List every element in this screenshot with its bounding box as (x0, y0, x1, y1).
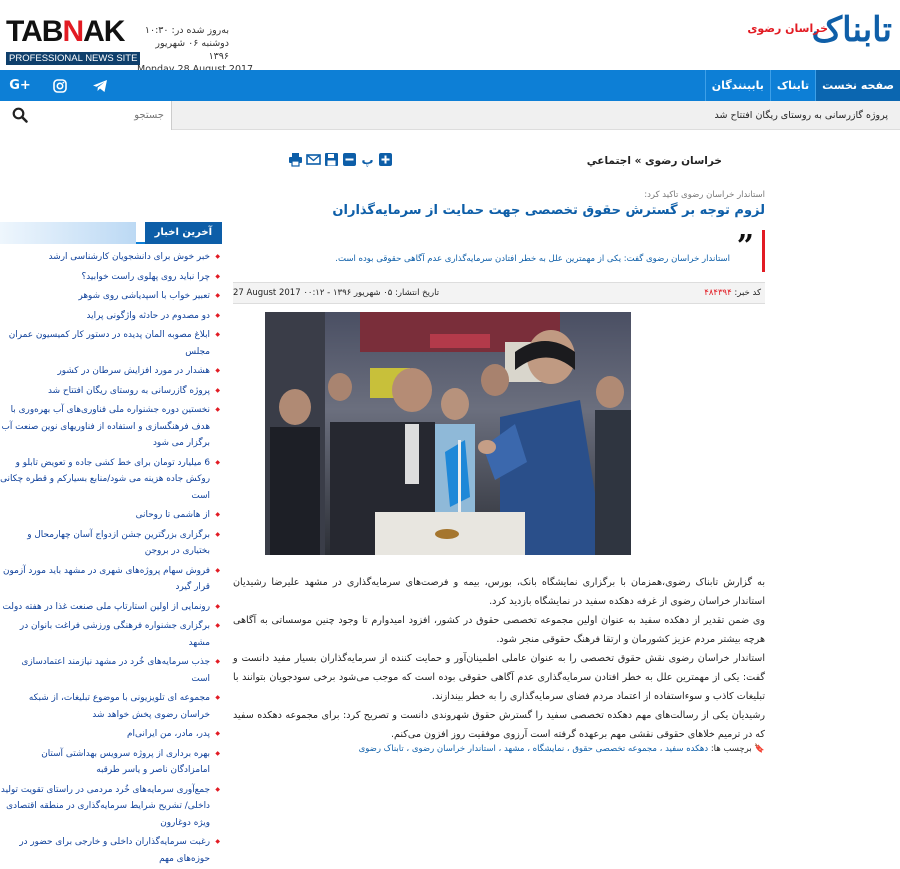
search-input[interactable] (40, 105, 164, 125)
tags-list[interactable]: دهکده سفید ، مجموعه تخصصی حقوق ، نمایشگاه ، مشهد ، استاندار خراسان رضوی ، تابناک رضوی (358, 744, 709, 754)
brand-region: خراسان رضوی (747, 22, 828, 35)
news-item[interactable]: ◆ هشدار در مورد افزایش سرطان در کشور (0, 362, 222, 381)
tags-label: برچسب ها: (710, 744, 752, 754)
article-tags (233, 744, 765, 754)
news-item[interactable]: ◆ تعبیر خواب با اسپدیاشی روی شوهر (0, 287, 222, 306)
article-paragraph: وی ضمن تقدیر از دهکده سفید به عنوان اولین مجموعه تخصصی حقوق در کشور، افزود امیدوارم تا وجود چنین موسساتی به آگاهی هرچه بیشتر مردم عزیز کشورمان و ارتقا فرهنگ حقوقی منجر شود. (233, 615, 765, 645)
instagram-icon[interactable] (40, 79, 80, 93)
nav-item-readers[interactable]: باببنندگان (705, 70, 770, 101)
email-icon[interactable] (306, 152, 321, 167)
nav-item-home[interactable]: صفحه نخست (815, 70, 900, 101)
news-item[interactable]: ◆ خبر خوش برای دانشجویان کارشناسی ارشد (0, 248, 222, 267)
save-icon[interactable] (324, 152, 339, 167)
tag-icon: 🔖 (754, 744, 765, 754)
print-icon[interactable] (288, 152, 303, 167)
updated-label: بەروز شده در: ۱۰:۳۰ (144, 25, 229, 36)
article-paragraph: رشیدیان یکی از رسالت‌های مهم دهکده تخصصی سفید را گسترش حقوق شهروندی دانست و تصریح کرد: برای مجموعه دهکده سفید که در ترمیم خلاهای حقوقی نقشی مهم برعهده گرفته است آرزوی موفقیت روز افزون می‌کنم. (233, 710, 765, 740)
news-code-value: ۴۸۴۳۹۴ (704, 288, 732, 298)
sidebar-header (0, 220, 222, 244)
quote-icon: ” (736, 229, 754, 264)
news-item[interactable]: ◆ دو مصدوم در حادثه واژگونی پراید (0, 307, 222, 326)
article-tools (288, 152, 393, 167)
brand-logo[interactable] (747, 10, 892, 50)
plus-icon[interactable] (378, 152, 393, 167)
article-meta (233, 282, 765, 304)
main-nav (0, 70, 900, 101)
news-item[interactable]: ◆ ابلاغ مصوبه المان پدیده در دستور کار کمیسیون عمران مجلس (0, 326, 222, 361)
date-block (137, 24, 229, 76)
search-icon[interactable] (12, 107, 28, 123)
article (233, 190, 765, 754)
news-item[interactable]: ◆ پدر، مادر، من ایرانی‌ام (0, 725, 222, 744)
news-item[interactable]: ◆ پروژه گازرسانی به روستای ریگان افتتاح شد (0, 382, 222, 401)
news-item[interactable]: ◆ برگزاری جشنواره فرهنگی ورزشی فراغت بانوان در مشهد (0, 617, 222, 652)
news-item[interactable]: ◆ فروش سهام پروژه‌های شهری در مشهد باید مورد آزمون قرار گیرد (0, 562, 222, 597)
publish-date-label: تاریخ انتشار: (395, 288, 440, 298)
news-list (0, 248, 222, 868)
news-item[interactable]: ◆ رغبت سرمایه‌گذاران داخلی و خارجی برای حضور در حوزه‌های مهم (0, 833, 222, 868)
article-paragraph: به گزارش تابناک رضوی،همزمان با برگزاری نمایشگاه بانک، بورس، بیمه و فرصت‌های سرمایه‌گذاری در مشهد علیرضا رشیدیان استاندار خراسان رضوی از غرفه دهکده سفید در نمایشگاه بازدید کرد. (233, 577, 765, 607)
news-item[interactable]: ◆ جمع‌آوری سرمایه‌های خُرد مردمی در راستای تقویت تولید داخلی/ تشریح شرایط سرمایه‌گذاری در منطقه اقتصادی ویژه دوغارون (0, 781, 222, 833)
article-pretitle: استاندار خراسان رضوی تاکید کرد: (644, 190, 765, 200)
g-plus-icon[interactable]: G+ (9, 78, 31, 93)
news-code (704, 283, 761, 303)
breadcrumb[interactable]: خراسان رضوی » اجتماعي (586, 155, 722, 167)
nav-item-tabnak[interactable]: تابناک (770, 70, 815, 101)
minus-icon[interactable] (342, 152, 357, 167)
news-ticker[interactable]: پروژه گازرسانی به روستای ریگان افتتاح شد (714, 110, 888, 121)
news-item[interactable]: ◆ نخستین دوره جشنواره ملی فناوری‌های آب بهره‌وری با هدف فرهنگسازی و استفاده از فناوریهای نوین صنعت آب برگزار می شود (0, 401, 222, 453)
article-paragraph: استاندار خراسان رضوی نقش حقوق تخصصی را به عنوان عاملی اطمینان‌آور و حمایت کننده از سرمایه‌گذاران بسیار مفید دانست و گفت: یکی از مهمترین علل به خطر افتادن سرمایه‌گذاری عدم آگاهی حقوقی بوده است که موجب می‌شود برخی سودجویان بتوانند با تبلیغات کاذب و سوءاستفاده از اعتماد مردم فضای سرمایه‌گذاری را به خطر بیندازند. (233, 653, 765, 702)
telegram-icon[interactable] (80, 79, 120, 93)
news-item[interactable]: ◆ جذب سرمایه‌های خُرد در مشهد نیازمند اعتمادسازی است (0, 653, 222, 688)
font-size-label: پ (361, 152, 374, 167)
search-box (0, 101, 172, 130)
persian-date: دوشنبه ۰۶ شهریور ۱۳۹۶ (155, 38, 229, 62)
news-item[interactable]: ◆ چرا نباید روی پهلوی راست خوابید؟ (0, 268, 222, 287)
publish-date-value: ۰۵ شهریور ۱۳۹۶ - ۰۰:۱۲ (303, 288, 393, 298)
news-item[interactable]: ◆ مجموعه ای تلویزیونی با موضوع تبلیغات، از شبکه خراسان رضوی پخش خواهد شد (0, 689, 222, 724)
sidebar-title: آخرین اخبار (145, 222, 222, 244)
social-links (0, 70, 120, 101)
news-item[interactable]: ◆ بهره برداری از پروژه سرویس بهداشتی آستان امامزادگان ناصر و یاسر طرقبه (0, 745, 222, 780)
brand-name: تابناک (811, 10, 892, 50)
search-bar (0, 101, 900, 130)
tabnak-logo[interactable]: TABNAK PROFESSIONAL NEWS SITE (6, 18, 140, 65)
article-body (233, 573, 765, 744)
tabnak-tagline: PROFESSIONAL NEWS SITE (6, 52, 140, 65)
publish-date-en: 27 August 2017 (233, 288, 301, 298)
article-lead (233, 230, 765, 272)
news-item[interactable]: ◆ 6 میلیارد تومان برای خط کشی جاده و تعویض تابلو و روکش جاده هزینه می شود/منابع بسیارکم و قطره چکانی است (0, 454, 222, 506)
news-item[interactable]: ◆ از هاشمی تا روحانی (0, 506, 222, 525)
news-item[interactable]: ◆ برگزاری بزرگترین جشن ازدواج آسان چهارمحال و بختیاری در بروجن (0, 526, 222, 561)
news-item[interactable]: ◆ رونمایی از اولین استارتاپ ملی صنعت غذا در هفته دولت (0, 598, 222, 617)
publish-date (233, 283, 439, 303)
article-title: لزوم توجه بر گسترش حقوق تخصصی جهت حمایت از سرمایه‌گذاران (332, 203, 765, 218)
news-code-label: کد خبر: (734, 288, 761, 298)
site-header (0, 0, 900, 70)
article-photo (265, 312, 631, 555)
latest-news-sidebar (0, 220, 222, 869)
lead-text: استاندار خراسان رضوی گفت: یکی از مهمترین علل به خطر افتادن سرمایه‌گذاری عدم آگاهی حقوقی بوده است. (335, 254, 730, 264)
